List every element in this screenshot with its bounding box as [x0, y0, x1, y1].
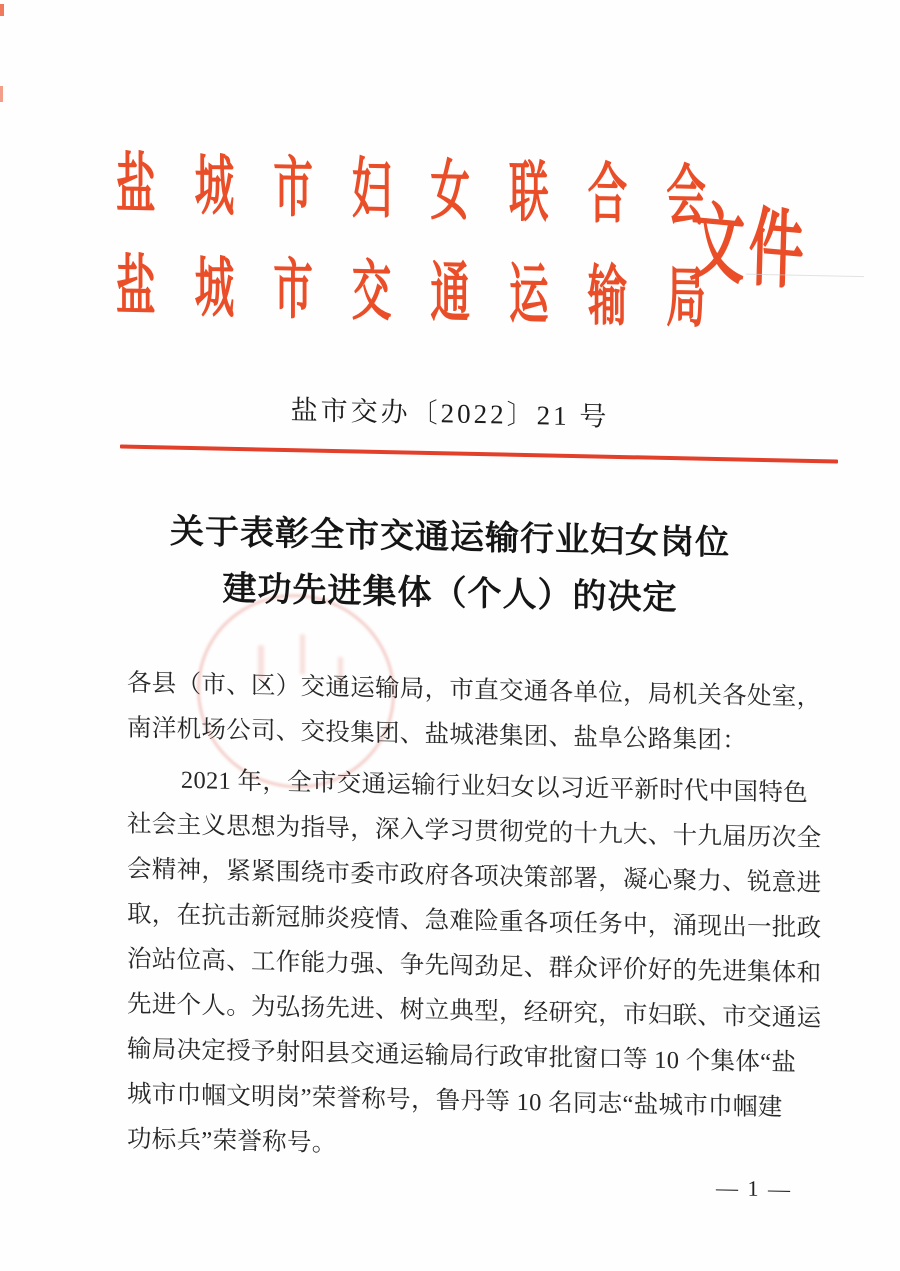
document-title-line2: 建功先进集体（个人）的决定	[222, 569, 678, 618]
body-line: 社会主义思想为指导，深入学习贯彻党的十九大、十九届历次全	[127, 810, 822, 853]
salutation-line: 各县（市、区）交通运输局，市直交通各单位，局机关各处室，	[127, 669, 822, 712]
letterhead-org-line2: 盐城市交通运输局	[116, 250, 745, 337]
body-line: 治站位高、工作能力强、争先闯劲足、群众评价好的先进集体和	[127, 945, 822, 988]
body-line: 取，在抗击新冠肺炎疫情、急难险重各项任务中，涌现出一批政	[127, 900, 822, 943]
scan-red-speck	[0, 86, 3, 102]
body-paragraph-block	[127, 757, 827, 1177]
body-line: 先进个人。为弘扬先进、树立典型，经研究，市妇联、市交通运	[127, 990, 822, 1033]
body-line: 2021 年，全市交通运输行业妇女以习近平新时代中国特色	[180, 766, 808, 807]
body-line: 输局决定授予射阳县交通运输局行政审批窗口等 10 个集体“盐	[127, 1035, 797, 1077]
salutation-block	[127, 661, 827, 766]
letterhead-doc-type-label: 文件	[688, 194, 809, 301]
scan-red-speck	[0, 4, 4, 16]
salutation-line: 南洋机场公司、交投集团、盐城港集团、盐阜公路集团：	[127, 714, 747, 755]
document-title-line1: 关于表彰全市交通运输行业妇女岗位	[170, 512, 730, 563]
body-line: 会精神，紧紧围绕市委市政府各项决策部署，凝心聚力、锐意进	[127, 855, 822, 898]
body-line: 城市巾帼文明岗”荣誉称号，鲁丹等 10 名同志“盐城市巾帼建	[127, 1080, 783, 1122]
red-divider-line	[120, 445, 838, 464]
body-line: 功标兵”荣誉称号。	[127, 1125, 337, 1158]
document-number: 盐市交办〔2022〕21 号	[290, 395, 610, 432]
page-number: — 1 —	[716, 1174, 792, 1202]
letterhead-org-line1: 盐城市妇女联合会	[116, 148, 745, 235]
